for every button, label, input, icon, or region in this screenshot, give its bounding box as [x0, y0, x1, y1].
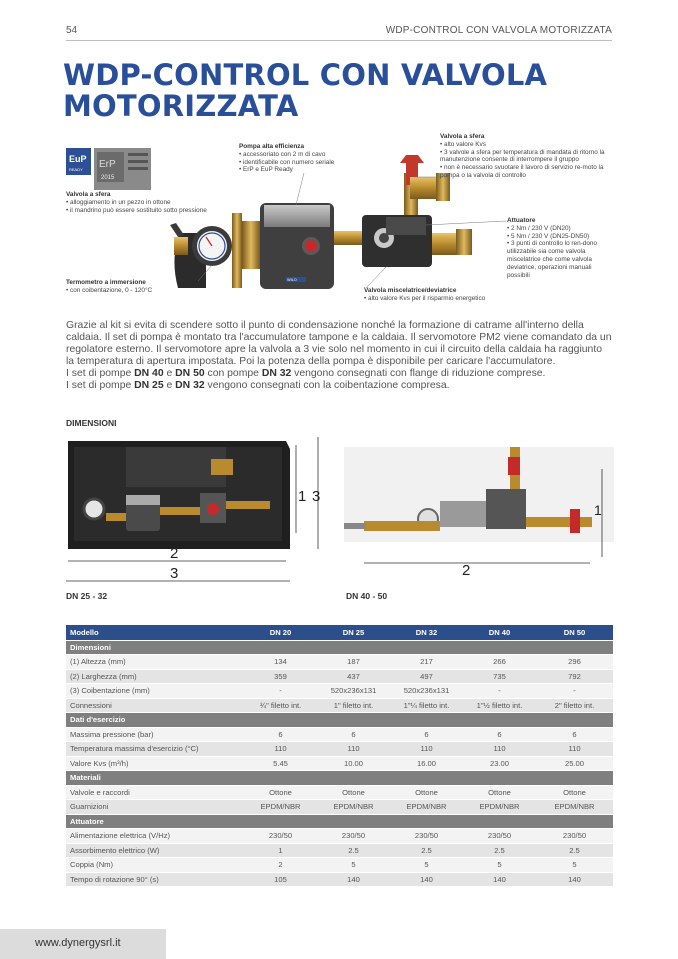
table-column-header: DN 20: [244, 625, 317, 640]
table-column-header: Modello: [66, 625, 244, 640]
table-cell: 110: [244, 742, 317, 757]
table-section-label: Materiali: [66, 771, 613, 786]
table-cell: Ottone: [390, 785, 463, 800]
table-cell: 1"½ filetto int.: [463, 698, 536, 713]
callout-mixing-valve: [364, 287, 564, 303]
table-cell: -: [244, 684, 317, 699]
callout-actuator-item: • 3 punti di controllo lo ren-dono utilizzabile sia come valvola miscelatrice che come valvola deviatrice, operazioni manuali possibili: [507, 240, 612, 279]
table-cell: Ottone: [317, 785, 390, 800]
table-cell: 6: [317, 727, 390, 742]
table-cell: 1: [244, 843, 317, 858]
table-cell: 110: [317, 742, 390, 757]
table-section-row: [66, 713, 613, 728]
callout-pump-item: • accessoriato con 2 m di cavo: [239, 151, 374, 159]
table-row-label: Coppia (Nm): [66, 858, 244, 873]
table-section-label: Attuatore: [66, 814, 613, 829]
callout-actuator-item: • 5 Nm / 230 V (DN25-DN50): [507, 233, 612, 241]
table-cell: 110: [390, 742, 463, 757]
callout-thermometer: [66, 279, 226, 295]
dimensions-heading: DIMENSIONI: [66, 418, 117, 428]
table-row: [66, 655, 613, 670]
table-cell: 266: [463, 655, 536, 670]
footer-website[interactable]: www.dynergysrl.it: [35, 937, 121, 949]
section-title: WDP-CONTROL CON VALVOLA MOTORIZZATA: [385, 25, 612, 36]
table-row-label: Valvole e raccordi: [66, 785, 244, 800]
table-cell: 110: [463, 742, 536, 757]
ball-valve-left: [170, 223, 188, 255]
table-cell: 6: [536, 727, 613, 742]
callout-ball-valve-top: [440, 133, 618, 180]
diagram-dn40-50: [344, 447, 614, 587]
table-row: [66, 742, 613, 757]
table-row-label: Alimentazione elettrica (V/Hz): [66, 829, 244, 844]
intro-text-run: I set di pompe: [66, 380, 135, 391]
table-row: [66, 858, 613, 873]
table-cell: 230/50: [317, 829, 390, 844]
dim-label-insulation-width: 3: [170, 565, 179, 582]
dim-label-width-right: 2: [462, 562, 471, 579]
callout-ball-valve-top-item: • 3 valvole a sfera per temperatura di mandata di ritorno la manutenzione consente di interrompere il gruppo: [440, 149, 618, 165]
eup-badge: [66, 148, 91, 175]
table-cell: 140: [536, 872, 613, 887]
table-row: [66, 800, 613, 815]
table-column-header: DN 25: [317, 625, 390, 640]
table-cell: -: [463, 684, 536, 699]
table-row-label: Assorbimento elettrico (W): [66, 843, 244, 858]
table-row-label: (2) Larghezza (mm): [66, 669, 244, 684]
table-cell: EPDM/NBR: [390, 800, 463, 815]
intro-text: [66, 320, 612, 392]
callout-pump-item: • ErP e EuP Ready: [239, 166, 374, 174]
intro-bold-run: DN 50: [175, 368, 205, 379]
callout-actuator: [507, 217, 612, 279]
table-row: [66, 669, 613, 684]
footer-bar: [0, 929, 166, 959]
table-cell: ¾" filetto int.: [244, 698, 317, 713]
table-cell: 187: [317, 655, 390, 670]
callout-thermometer-title: Termometro a immersione: [66, 279, 146, 286]
table-cell: 140: [317, 872, 390, 887]
table-header-row: [66, 625, 613, 640]
table-section-row: [66, 771, 613, 786]
table-cell: 2" filetto int.: [536, 698, 613, 713]
pump-icon: [242, 203, 334, 289]
table-cell: 5: [536, 858, 613, 873]
page-number: 54: [66, 25, 78, 36]
table-cell: 140: [463, 872, 536, 887]
callout-ball-valve-left: [66, 191, 246, 214]
table-cell: EPDM/NBR: [536, 800, 613, 815]
table-row-label: Guarnizioni: [66, 800, 244, 815]
table-cell: -: [536, 684, 613, 699]
table-cell: 1" filetto int.: [317, 698, 390, 713]
table-cell: 16.00: [390, 756, 463, 771]
intro-paragraph-1: Grazie al kit si evita di scendere sotto il punto di condensazione nonché la formazione di catrame all'interno della caldaia. Il set di pompa è montato tra l'accumulatore tampone e la caldaia. Il servomotore PM2 viene comandato da un regolatore esterno. Il servomotore apre la valvola a 3 vie solo nel momento in cui il circuito della caldaia ha raggiunto la temperatura di apertura impostata. Poi la potenza della pompa è disponibile per caricare l'accumulatore.: [66, 320, 612, 367]
specifications-table: [66, 625, 613, 887]
table-row-label: Massima pressione (bar): [66, 727, 244, 742]
table-section-label: Dati d'esercizio: [66, 713, 613, 728]
table-cell: 6: [390, 727, 463, 742]
table-row: [66, 727, 613, 742]
callout-actuator-item: • 2 Nm / 230 V (DN20): [507, 225, 612, 233]
table-cell: Ottone: [536, 785, 613, 800]
table-cell: 230/50: [463, 829, 536, 844]
table-section-label: Dimensioni: [66, 640, 613, 655]
intro-bold-run: DN 40: [134, 368, 164, 379]
intro-bold-run: DN 32: [175, 380, 205, 391]
table-cell: 1"¼ filetto int.: [390, 698, 463, 713]
intro-paragraph-3: [66, 380, 612, 392]
table-cell: 6: [244, 727, 317, 742]
callout-mixing-valve-item: • alto valore Kvs per il risparmio energetico: [364, 295, 564, 303]
table-cell: 437: [317, 669, 390, 684]
table-row-label: (1) Altezza (mm): [66, 655, 244, 670]
intro-paragraph-2: [66, 368, 612, 380]
intro-bold-run: DN 25: [134, 380, 164, 391]
table-cell: 359: [244, 669, 317, 684]
table-section-row: [66, 814, 613, 829]
eup-badge-text: EuP: [69, 154, 87, 164]
dimension-drawing-right: [344, 447, 614, 582]
callout-thermometer-item: • con coibentazione, 0 - 120°C: [66, 287, 226, 295]
table-cell: 5: [390, 858, 463, 873]
callout-mixing-valve-title: Valvola miscelatrice/deviatrice: [364, 287, 457, 294]
callout-ball-valve-left-item: • alloggiamento in un pezzo in ottone: [66, 199, 246, 207]
diagram-dn25-32: [66, 437, 328, 592]
intro-text-run: e: [163, 380, 176, 391]
callout-pump: [239, 143, 374, 174]
table-row: [66, 843, 613, 858]
thermometer-icon: [192, 226, 232, 266]
table-cell: 23.00: [463, 756, 536, 771]
erp-badge-sub: 2015: [101, 175, 115, 181]
eup-badge-sub: READY: [69, 167, 83, 172]
header-divider: [66, 40, 612, 41]
intro-text-run: I set di pompe: [66, 368, 135, 379]
table-cell: 2.5: [390, 843, 463, 858]
table-cell: 5: [317, 858, 390, 873]
table-row-label: Temperatura massima d'esercizio (°C): [66, 742, 244, 757]
intro-text-run: vengono consegnati con la coibentazione compresa.: [204, 380, 450, 391]
table-cell: 2: [244, 858, 317, 873]
callout-pump-item: • identificabile con numero seriale: [239, 159, 374, 167]
table-cell: 110: [536, 742, 613, 757]
table-row: [66, 829, 613, 844]
callout-ball-valve-left-item: • il mandrino può essere sostituito sotto pressione: [66, 207, 246, 215]
table-cell: EPDM/NBR: [463, 800, 536, 815]
ball-valve-top: [410, 177, 436, 199]
table-cell: 5.45: [244, 756, 317, 771]
callout-ball-valve-left-title: Valvola a sfera: [66, 191, 111, 198]
pipe-left: [232, 213, 242, 288]
ball-valve-right: [432, 233, 456, 255]
table-cell: 134: [244, 655, 317, 670]
table-cell: 2.5: [463, 843, 536, 858]
dim-label-width: 2: [170, 545, 179, 562]
erp-badge-text: ErP: [99, 159, 116, 170]
table-cell: Ottone: [463, 785, 536, 800]
table-row-label: Tempo di rotazione 90° (s): [66, 872, 244, 887]
callout-ball-valve-top-item: • alto valore Kvs: [440, 141, 618, 149]
table-row-label: (3) Coibentazione (mm): [66, 684, 244, 699]
page-title: [63, 60, 623, 122]
intro-bold-run: DN 32: [261, 368, 292, 379]
table-cell: EPDM/NBR: [244, 800, 317, 815]
table-cell: 140: [390, 872, 463, 887]
table-cell: 230/50: [390, 829, 463, 844]
table-cell: 230/50: [244, 829, 317, 844]
title-line-1: WDP-CONTROL CON VALVOLA: [63, 58, 548, 92]
table-cell: 105: [244, 872, 317, 887]
table-cell: 497: [390, 669, 463, 684]
union-nut-right: [456, 229, 472, 255]
dim-label-height-right: 1: [594, 502, 602, 518]
table-column-header: DN 50: [536, 625, 613, 640]
table-row-label: Valore Kvs (m³/h): [66, 756, 244, 771]
table-cell: 217: [390, 655, 463, 670]
table-cell: 520x236x131: [317, 684, 390, 699]
table-cell: 10.00: [317, 756, 390, 771]
erp-badge: [94, 148, 151, 190]
table-cell: 792: [536, 669, 613, 684]
table-cell: 520x236x131: [390, 684, 463, 699]
table-cell: 5: [463, 858, 536, 873]
table-cell: EPDM/NBR: [317, 800, 390, 815]
title-line-2: MOTORIZZATA: [63, 89, 299, 123]
callout-ball-valve-top-title: Valvola a sfera: [440, 133, 485, 140]
caption-dn40-50: DN 40 - 50: [346, 591, 388, 601]
table-section-row: [66, 640, 613, 655]
table-cell: Ottone: [244, 785, 317, 800]
table-column-header: DN 32: [390, 625, 463, 640]
table-cell: 2.5: [536, 843, 613, 858]
table-row: [66, 684, 613, 699]
table-cell: 230/50: [536, 829, 613, 844]
table-cell: 296: [536, 655, 613, 670]
pump-brand-label: WILO: [287, 278, 297, 282]
table-row-label: Connessioni: [66, 698, 244, 713]
product-hero: [66, 133, 612, 303]
caption-dn25-32: DN 25 - 32: [66, 591, 108, 601]
pipe-connection: [334, 231, 362, 245]
table-cell: 6: [463, 727, 536, 742]
table-row: [66, 698, 613, 713]
intro-text-run: e: [163, 368, 176, 379]
table-row: [66, 785, 613, 800]
table-column-header: DN 40: [463, 625, 536, 640]
callout-pump-title: Pompa alta efficienza: [239, 143, 304, 150]
intro-text-run: vengono consegnati con flange di riduzione comprese.: [291, 368, 546, 379]
table-cell: 735: [463, 669, 536, 684]
dimension-drawing-left: [66, 437, 328, 587]
intro-text-run: con pompe: [204, 368, 262, 379]
callout-ball-valve-top-item: • non è necessario svuotare il lavoro di servizio re-moto la pompa o la valvola di controllo: [440, 164, 618, 180]
table-row: [66, 756, 613, 771]
table-row: [66, 872, 613, 887]
dim-label-height: 1: [298, 488, 307, 505]
table-cell: 2.5: [317, 843, 390, 858]
table-cell: 25.00: [536, 756, 613, 771]
dim-label-insulation-height: 3: [312, 488, 321, 505]
callout-actuator-title: Attuatore: [507, 217, 536, 224]
mixing-valve-icon: [362, 215, 432, 267]
